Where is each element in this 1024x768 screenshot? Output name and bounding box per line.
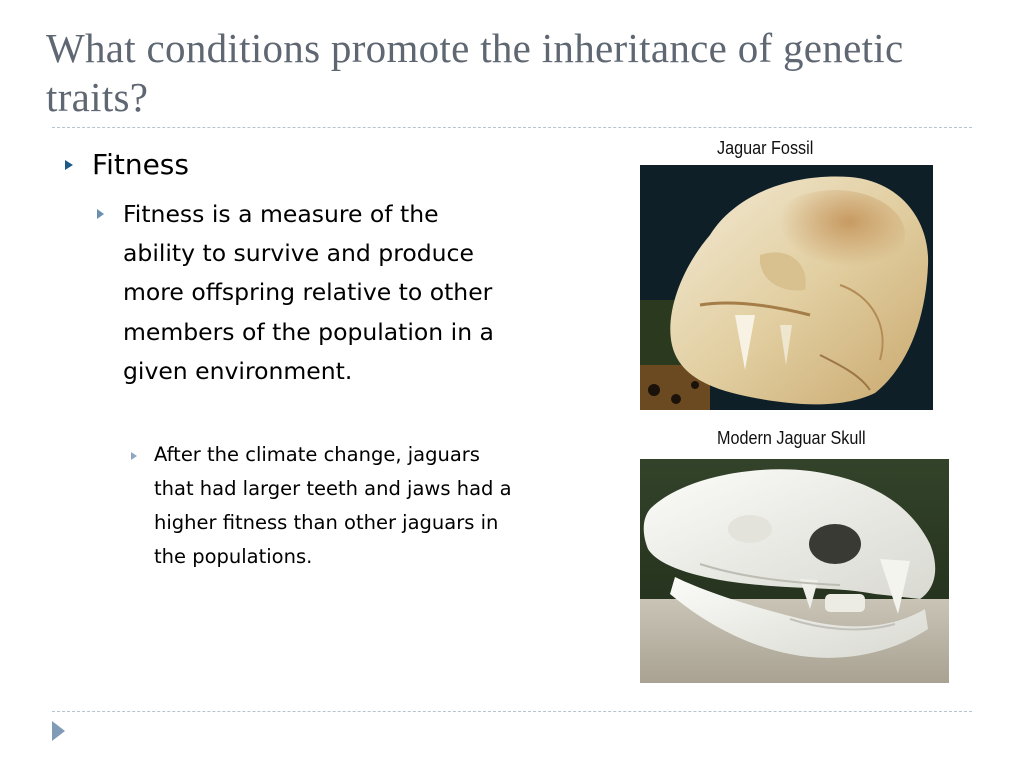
sub-bullet-arrow-icon [97, 209, 104, 219]
fossil-caption: Jaguar Fossil [717, 138, 814, 158]
bullet-fitness-definition: Fitness is a measure of the ability to survive and produce more offspring relative to other members of the population in a given environment. [123, 200, 494, 385]
bullet-fitness: Fitness [92, 148, 189, 181]
slide-title: What conditions promote the inheritance of genetic traits? [46, 25, 904, 120]
footer-arrow-icon [52, 721, 65, 741]
title-divider [52, 127, 972, 128]
bullet-jaguar-example: After the climate change, jaguars that had larger teeth and jaws had a higher fitness than other jaguars in the populations. [154, 443, 512, 568]
bullet-arrow-icon [65, 160, 73, 170]
jaguar-fossil-image [640, 165, 933, 410]
skull-caption: Modern Jaguar Skull [717, 428, 866, 448]
modern-jaguar-skull-image [640, 459, 949, 683]
footer-divider [52, 711, 972, 712]
sub-sub-bullet-arrow-icon [131, 452, 137, 460]
